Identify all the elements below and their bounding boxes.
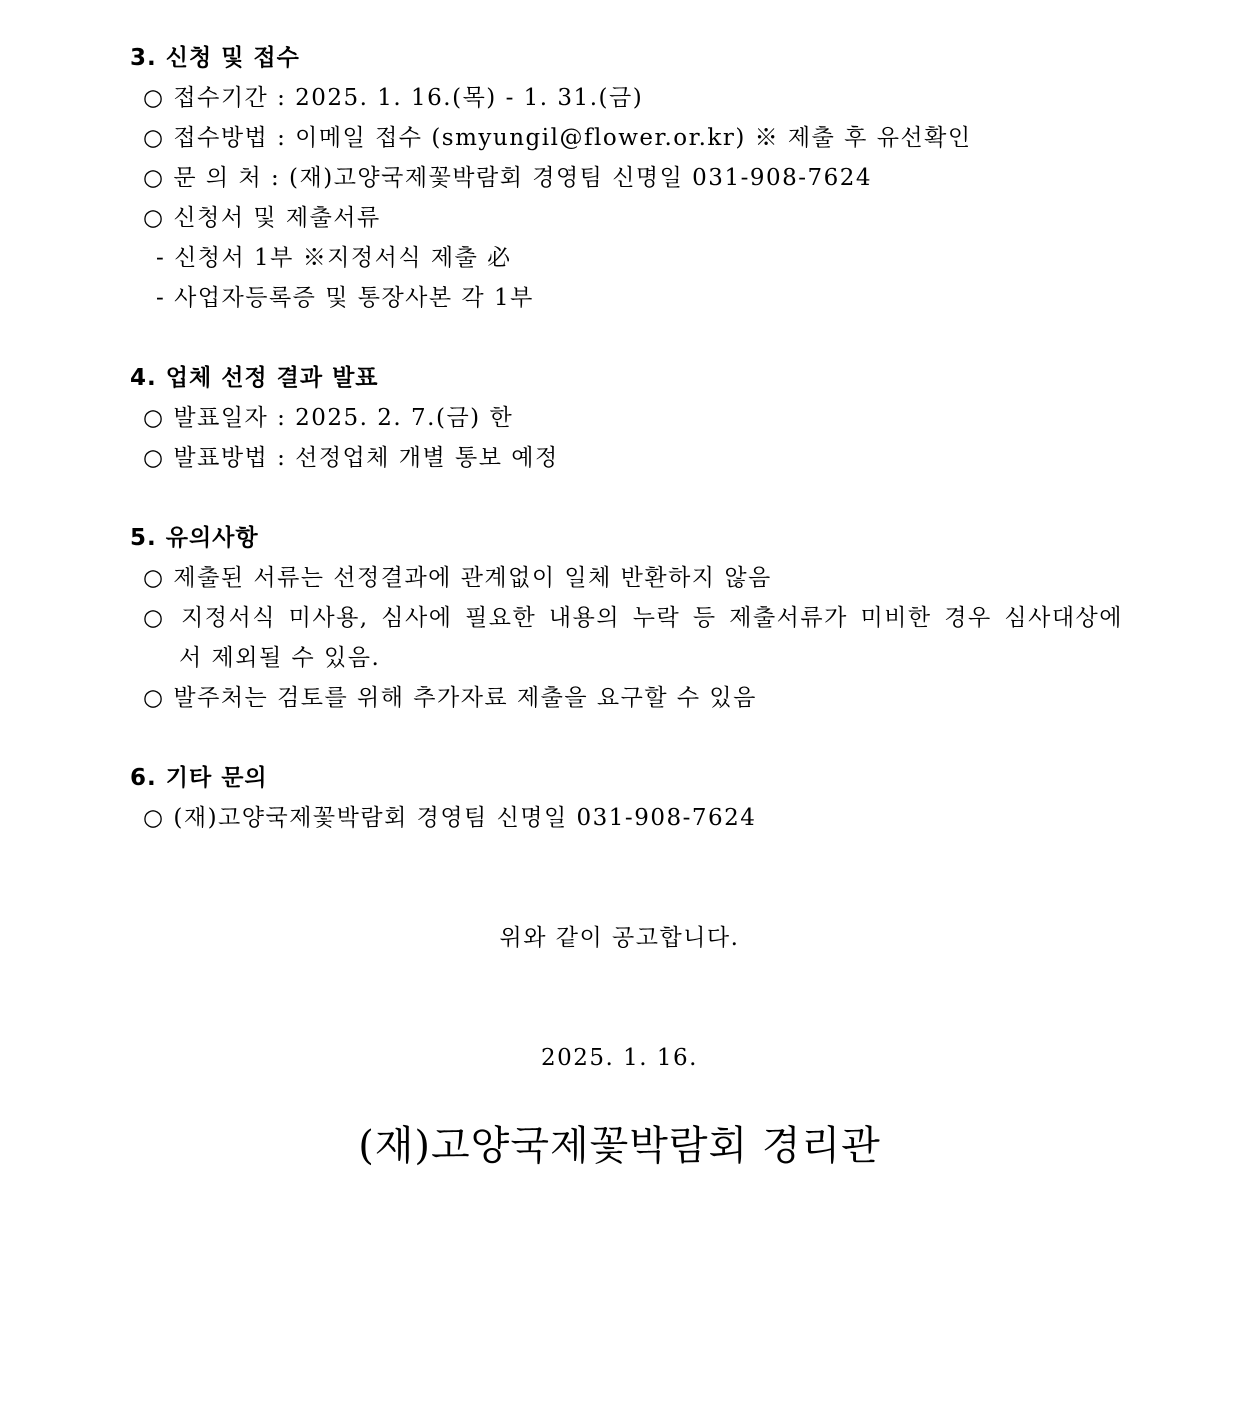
announcement-date: 2025. 1. 16. (541, 1045, 698, 1071)
section-4-item-announce-date: ○ 발표일자 : 2025. 2. 7.(금) 한 (143, 405, 514, 431)
section-5-item-additional-materials: ○ 발주처는 검토를 위해 추가자료 제출을 요구할 수 있음 (143, 685, 757, 711)
section-3-item-contact: ○ 문 의 처 : (재)고양국제꽃박람회 경영팀 신명일 031-908-7624 (143, 165, 873, 191)
section-3-item-receipt-method: ○ 접수방법 : 이메일 접수 (smyungil@flower.or.kr) ※ 제출 후 유선확인 (143, 125, 972, 151)
section-3-item-receipt-period: ○ 접수기간 : 2025. 1. 16.(목) - 1. 31.(금) (143, 85, 644, 111)
section-6-heading: 6. 기타 문의 (130, 765, 268, 791)
section-6-item-contact: ○ (재)고양국제꽃박람회 경영팀 신명일 031-908-7624 (143, 805, 757, 831)
section-3-item-documents: ○ 신청서 및 제출서류 (143, 205, 381, 231)
section-3-heading: 3. 신청 및 접수 (130, 45, 300, 71)
section-4-item-announce-method: ○ 발표방법 : 선정업체 개별 통보 예정 (143, 445, 559, 471)
section-5-item-exclusion-continued: 서 제외될 수 있음. (179, 645, 381, 671)
section-4-heading: 4. 업체 선정 결과 발표 (130, 365, 379, 391)
section-3-subitem-business-registration: - 사업자등록증 및 통장사본 각 1부 (156, 285, 534, 311)
section-5-heading: 5. 유의사항 (130, 525, 259, 551)
section-3-subitem-application: - 신청서 1부 ※지정서식 제출 必 (156, 245, 512, 271)
section-5-item-exclusion: ○ 지정서식 미사용, 심사에 필요한 내용의 누락 등 제출서류가 미비한 경우 심사대상에 (143, 605, 1123, 631)
section-5-item-no-return: ○ 제출된 서류는 선정결과에 관계없이 일체 반환하지 않음 (143, 565, 772, 591)
issuer-signature: (재)고양국제꽃박람회 경리관 (358, 1123, 881, 1169)
closing-statement: 위와 같이 공고합니다. (499, 925, 740, 951)
